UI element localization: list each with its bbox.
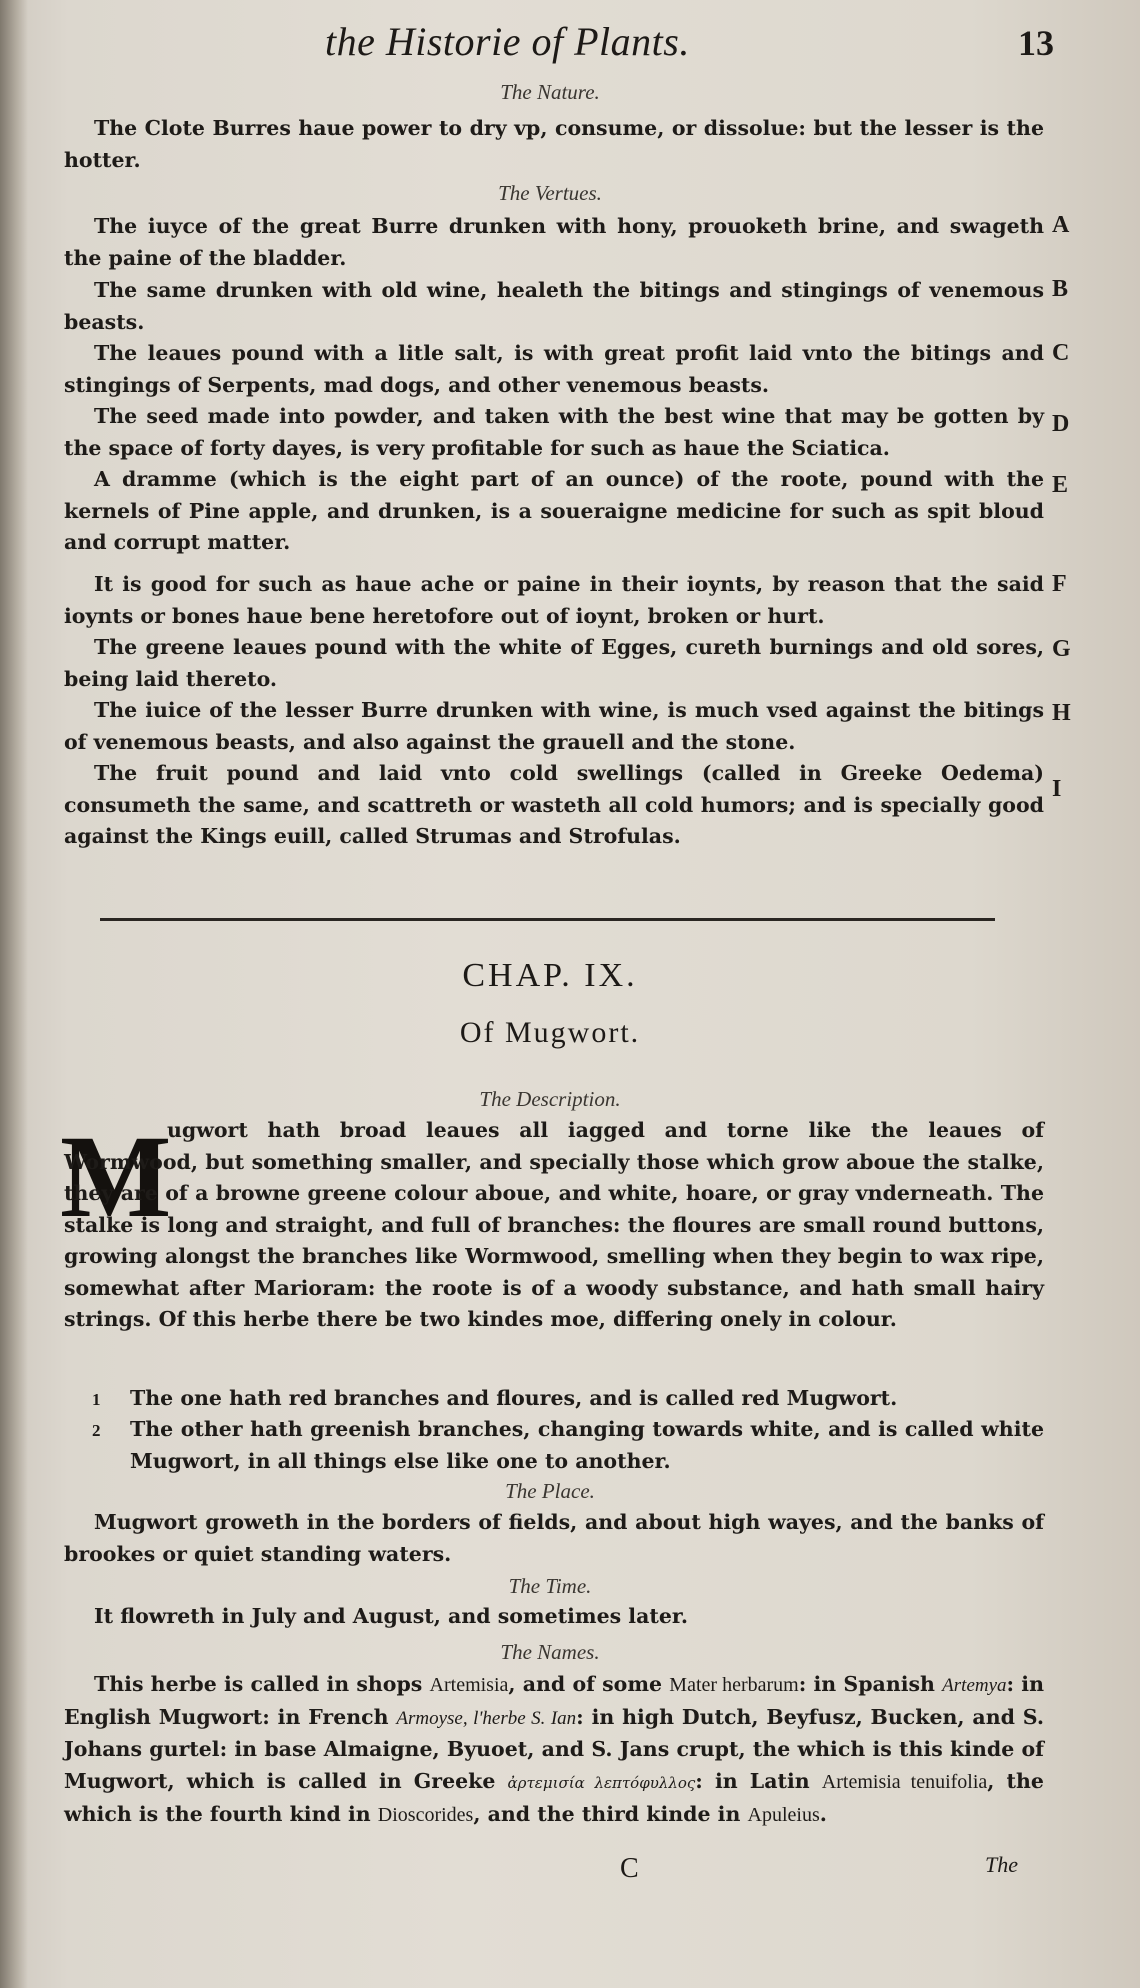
description-paragraph: ugwort hath broad leaues all iagged and torne like the leaues of Wormwood, but something smaller, and specially those which grow aboue the stalke, they are of a browne greene colour aboue, and white, hoare, or gray vnderneath. The stalke is long and straight, and full of branches: the floures are small round buttons, growing alongst the branches like Wormwood, smelling when they begin to wax ripe, somewhat after Marioram: the roote is of a woody substance, and hath small hairy strings. Of this herbe there be two kindes moe, differing onely in colour. bbox=[64, 1118, 1044, 1331]
margin-letter-c: C bbox=[1052, 340, 1070, 366]
margin-letter-a: A bbox=[1052, 212, 1070, 238]
vertue-paragraph-b: The same drunken with old wine, healeth the bitings and stingings of venemous beasts. bbox=[64, 278, 1044, 334]
greek-name: ἀρτεμισία λεπτόφυλλος bbox=[507, 1773, 696, 1792]
catchword: The bbox=[985, 1852, 1018, 1877]
vertue-paragraph-a: The iuyce of the great Burre drunken with hony, prouoketh brine, and swageth the paine of the bladder. bbox=[64, 214, 1044, 270]
vertue-paragraph-f: It is good for such as haue ache or paine in their ioynts, by reason that the said ioynts or bones haue bene heretofore out of ioynt, broken or hurt. bbox=[64, 572, 1044, 628]
section-heading-place: The Place. bbox=[505, 1479, 595, 1503]
drop-cap-initial: M bbox=[60, 1111, 172, 1242]
margin-letter-f: F bbox=[1052, 571, 1067, 597]
kind-number-2: 2 bbox=[92, 1421, 101, 1440]
vertue-paragraph-g: The greene leaues pound with the white of Egges, cureth burnings and old sores, being laid thereto. bbox=[64, 635, 1044, 691]
kind-item-2: The other hath greenish branches, changing towards white, and is called white Mugwort, in all things else like one to another. bbox=[130, 1417, 1044, 1473]
section-heading-vertues: The Vertues. bbox=[498, 181, 602, 205]
chapter-divider-rule bbox=[100, 918, 995, 921]
margin-letter-i: I bbox=[1052, 776, 1062, 802]
margin-letter-g: G bbox=[1052, 636, 1071, 662]
section-heading-description: The Description. bbox=[479, 1087, 621, 1111]
nature-paragraph: The Clote Burres haue power to dry vp, consume, or dissolue: but the lesser is the hotter. bbox=[64, 116, 1044, 172]
margin-letter-d: D bbox=[1052, 411, 1070, 437]
vertue-paragraph-c: The leaues pound with a litle salt, is with great profit laid vnto the bitings and stingings of Serpents, mad dogs, and other venemous beasts. bbox=[64, 341, 1044, 397]
chapter-number: CHAP. IX. bbox=[462, 957, 638, 994]
page-number: 13 bbox=[1018, 23, 1054, 63]
vertue-paragraph-i: The fruit pound and laid vnto cold swellings (called in Greeke Oedema) consumeth the same, and scattreth or wasteth all cold humors; and is specially good against the Kings euill, called Strumas and Strofulas. bbox=[64, 761, 1044, 848]
names-paragraph: This herbe is called in shops Artemisia, and of some Mater herbarum: in Spanish Artemya: in English Mugwort: in French Armoyse, l'herbe S. Ian: in high Dutch, Beyfusz, Bucken, and S. Johans gurtel: in base Almaigne, Byuoet, and S. Jans crupt, the which is this kinde of Mugwort, which is called in Greeke ἀρτεμισία λεπτόφυλλος: in Latin Artemisia tenuifolia, the which is the fourth kind in Dioscorides, and the third kinde in Apuleius. bbox=[64, 1672, 1045, 1826]
vertue-paragraph-h: The iuice of the lesser Burre drunken with wine, is much vsed against the bitings of venemous beasts, and also against the grauell and the stone. bbox=[64, 698, 1044, 754]
chapter-title: Of Mugwort. bbox=[459, 1016, 641, 1049]
section-heading-names: The Names. bbox=[500, 1640, 600, 1664]
kind-number-1: 1 bbox=[92, 1390, 101, 1409]
kind-item-1: The one hath red branches and floures, and is called red Mugwort. bbox=[130, 1386, 898, 1410]
signature-mark: C bbox=[620, 1853, 639, 1884]
vertue-paragraph-e: A dramme (which is the eight part of an ounce) of the roote, pound with the kernels of Pine apple, and drunken, is a soueraigne medicine for such as spit bloud and corrupt matter. bbox=[64, 467, 1044, 554]
margin-letter-e: E bbox=[1052, 472, 1069, 498]
place-paragraph: Mugwort groweth in the borders of fields, and about high wayes, and the banks of brookes or quiet standing waters. bbox=[64, 1510, 1044, 1566]
vertue-paragraph-d: The seed made into powder, and taken with the best wine that may be gotten by the space of forty dayes, is very profitable for such as haue the Sciatica. bbox=[64, 404, 1044, 460]
time-paragraph: It flowreth in July and August, and sometimes later. bbox=[94, 1604, 688, 1628]
section-heading-nature: The Nature. bbox=[500, 80, 600, 104]
running-title: the Historie of Plants. bbox=[325, 19, 690, 64]
section-heading-time: The Time. bbox=[508, 1574, 592, 1598]
margin-letter-b: B bbox=[1052, 276, 1069, 302]
margin-letter-h: H bbox=[1052, 700, 1071, 726]
